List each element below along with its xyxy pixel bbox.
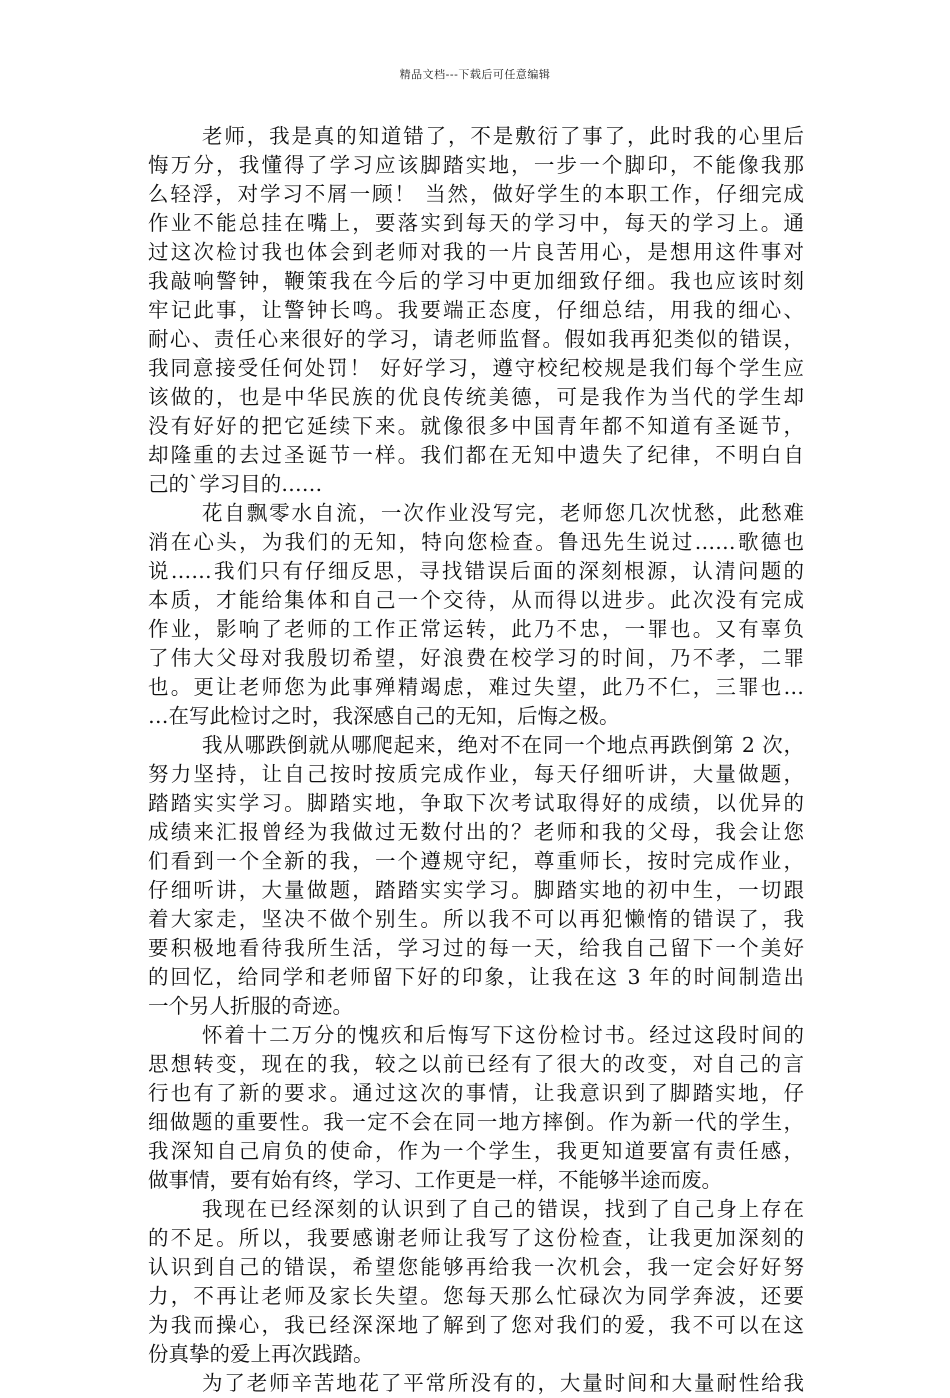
text-line: 踏踏实实学习。脚踏实地，争取下次考试取得好的成绩，以优异的 (148, 791, 804, 815)
document-body (148, 122, 804, 1398)
text-line: 一个另人折服的奇迹。 (148, 994, 353, 1018)
text-line: 了伟大父母对我殷切希望，好浪费在校学习的时间，乃不孝，二罪 (148, 646, 804, 670)
text-line: 细做题的重要性。我一定不会在同一地方摔倒。作为新一代的学生， (148, 1110, 804, 1134)
text-line: 老师，我是真的知道错了，不是敷衍了事了，此时我的心里后 (202, 124, 804, 148)
text-line: 我敲响警钟，鞭策我在今后的学习中更加细致仔细。我也应该时刻 (148, 269, 804, 293)
text-line: 也。更让老师您为此事殚精竭虑，难过失望，此乃不仁，三罪也… (148, 675, 804, 699)
text-line: 己的`学习目的…… (148, 472, 323, 496)
text-line: 我深知自己肩负的使命，作为一个学生，我更知道要富有责任感， (148, 1139, 804, 1163)
paragraph (148, 1195, 804, 1369)
text-line: 么轻浮，对学习不屑一顾！ 当然，做好学生的本职工作，仔细完成 (148, 182, 804, 206)
text-line: …在写此检讨之时，我深感自己的无知，后悔之极。 (148, 704, 620, 728)
text-line: 悔万分，我懂得了学习应该脚踏实地，一步一个脚印，不能像我那 (148, 153, 804, 177)
text-line: 的回忆，给同学和老师留下好的印象，让我在这 3 年的时间制造出 (148, 965, 804, 989)
text-line: 认识到自己的错误，希望您能够再给我一次机会，我一定会好好努 (148, 1255, 804, 1279)
text-line: 要积极地看待我所生活，学习过的每一天，给我自己留下一个美好 (148, 936, 804, 960)
text-line: 牢记此事，让警钟长鸣。我要端正态度，仔细总结，用我的细心、 (148, 298, 804, 322)
text-line: 本质，才能给集体和自己一个交待，从而得以进步。此次没有完成 (148, 588, 804, 612)
text-line: 过这次检讨我也体会到老师对我的一片良苦用心，是想用这件事对 (148, 240, 804, 264)
text-line: 成绩来汇报曾经为我做过无数付出的？老师和我的父母，我会让您 (148, 820, 804, 844)
text-line: 我现在已经深刻的认识到了自己的错误，找到了自己身上存在 (202, 1197, 804, 1221)
paragraph (148, 731, 804, 1021)
text-line: 花自飘零水自流，一次作业没写完，老师您几次忧愁，此愁难 (202, 501, 804, 525)
text-line: 行也有了新的要求。通过这次的事情，让我意识到了脚踏实地，仔 (148, 1081, 804, 1105)
paragraph (148, 499, 804, 731)
text-line: 却隆重的去过圣诞节一样。我们都在无知中遗失了纪律，不明白自 (148, 443, 804, 467)
text-line: 为了老师辛苦地花了平常所没有的，大量时间和大量耐性给我 (202, 1371, 804, 1395)
text-line: 思想转变，现在的我，较之以前已经有了很大的改变，对自己的言 (148, 1052, 804, 1076)
text-line: 努力坚持，让自己按时按质完成作业，每天仔细听讲，大量做题， (148, 762, 804, 786)
text-line: 仔细听讲，大量做题，踏踏实实学习。脚踏实地的初中生，一切跟 (148, 878, 804, 902)
text-line: 为我而操心，我已经深深地了解到了您对我们的爱，我不可以在这 (148, 1313, 804, 1337)
paragraph (148, 1369, 804, 1398)
text-line: 消在心头，为我们的无知，特向您检查。鲁迅先生说过……歌德也 (148, 530, 804, 554)
paragraph (148, 122, 804, 499)
text-line: 说……我们只有仔细反思，寻找错误后面的深刻根源，认清问题的 (148, 559, 804, 583)
text-line: 的不足。所以，我要感谢老师让我写了这份检查，让我更加深刻的 (148, 1226, 804, 1250)
text-line: 力，不再让老师及家长失望。您每天那么忙碌次为同学奔波，还要 (148, 1284, 804, 1308)
text-line: 们看到一个全新的我，一个遵规守纪，尊重师长，按时完成作业， (148, 849, 804, 873)
text-line: 怀着十二万分的愧疚和后悔写下这份检讨书。经过这段时间的 (202, 1023, 804, 1047)
text-line: 我从哪跌倒就从哪爬起来，绝对不在同一个地点再跌倒第 2 次， (202, 733, 804, 757)
page-header: 精品文档---下载后可任意编辑 (399, 68, 551, 81)
text-line: 该做的，也是中华民族的优良传统美德，可是我作为当代的学生却 (148, 385, 804, 409)
text-line: 做事情，要有始有终，学习、工作更是一样，不能够半途而废。 (148, 1168, 722, 1192)
text-line: 我同意接受任何处罚！ 好好学习，遵守校纪校规是我们每个学生应 (148, 356, 804, 380)
text-line: 份真挚的爱上再次践踏。 (148, 1342, 374, 1366)
paragraph (148, 1021, 804, 1195)
text-line: 作业，影响了老师的工作正常运转，此乃不忠，一罪也。又有辜负 (148, 617, 804, 641)
text-line: 作业不能总挂在嘴上，要落实到每天的学习中，每天的学习上。通 (148, 211, 804, 235)
text-line: 耐心、责任心来很好的学习，请老师监督。假如我再犯类似的错误， (148, 327, 804, 351)
text-line: 没有好好的把它延续下来。就像很多中国青年都不知道有圣诞节， (148, 414, 804, 438)
text-line: 着大家走，坚决不做个别生。所以我不可以再犯懒惰的错误了，我 (148, 907, 804, 931)
